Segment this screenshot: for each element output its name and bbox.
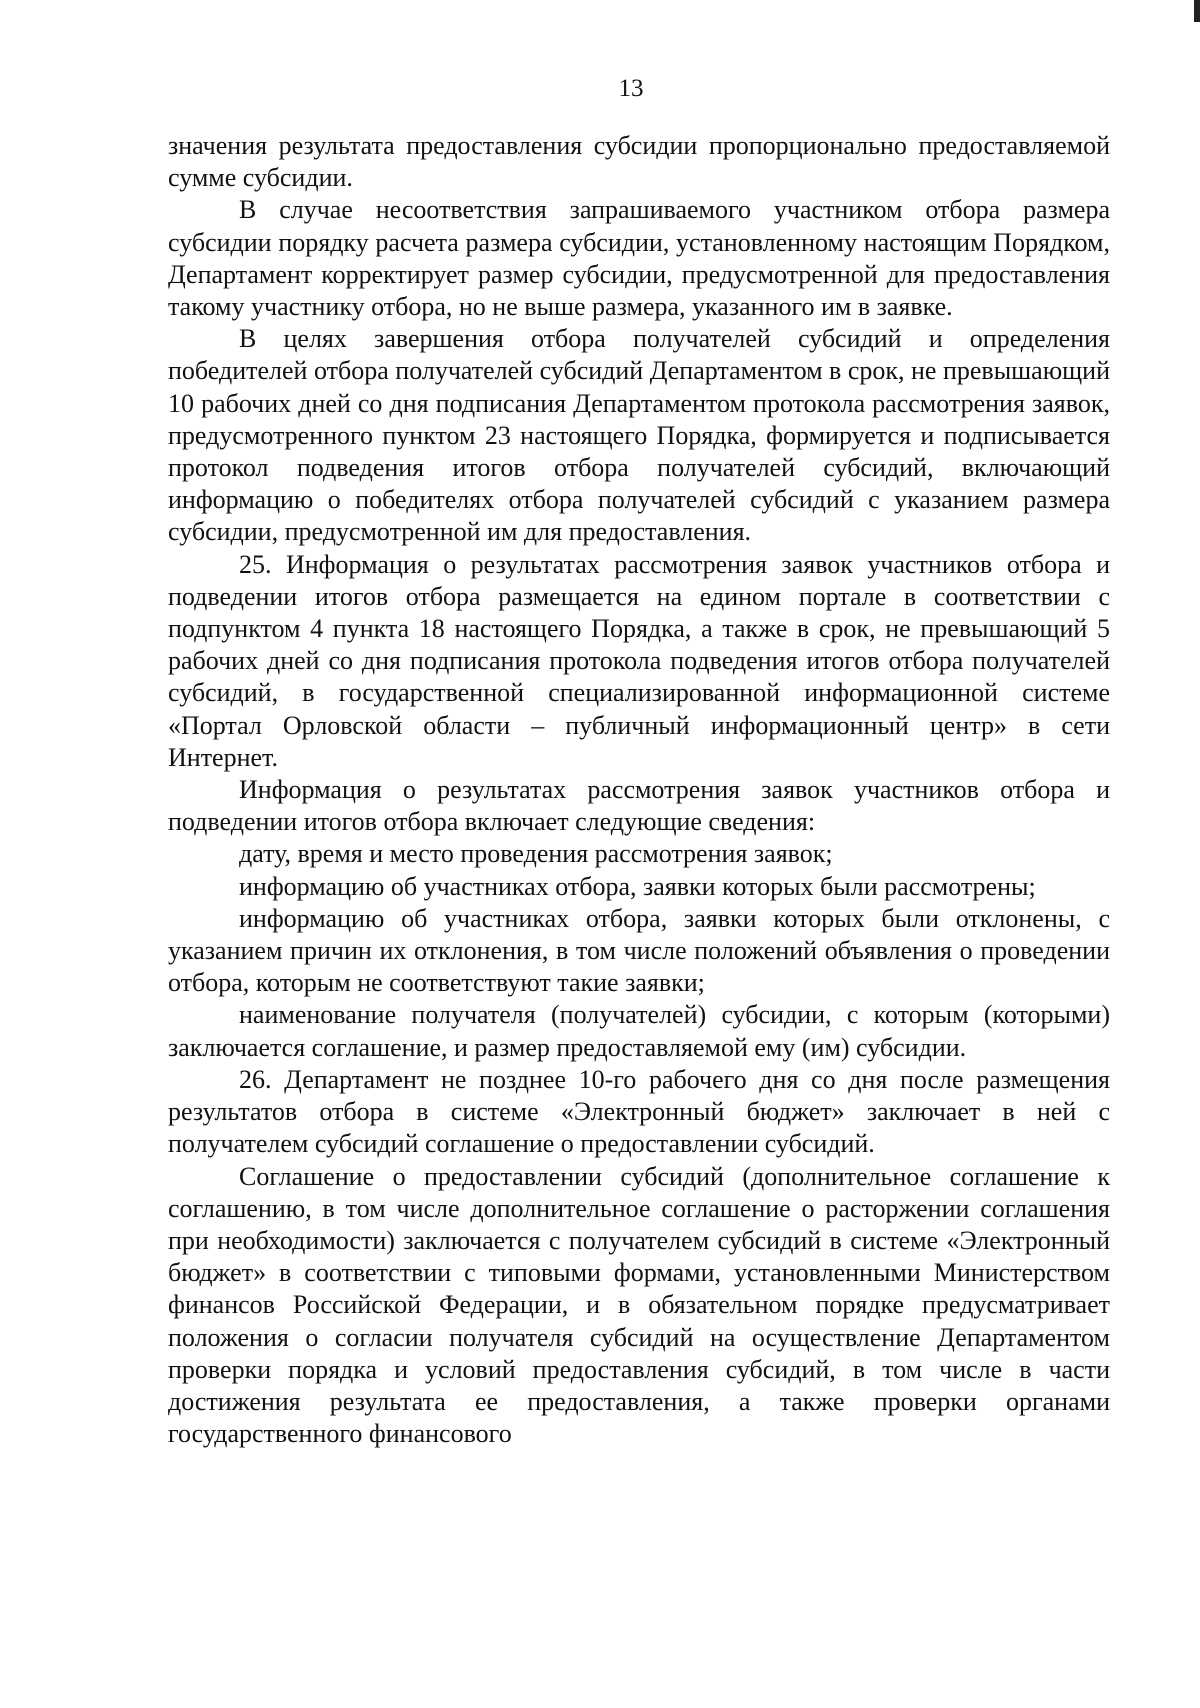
paragraph-info-contents: Информация о результатах рассмотрения заявок участников отбора и подведении итогов отбора включает следующие сведения:: [168, 775, 1110, 837]
list-item-reviewed-participants: информацию об участниках отбора, заявки которых были рассмотрены;: [239, 871, 1036, 901]
scan-edge-mark: [1194, 0, 1200, 22]
paragraph-agreement-terms: Соглашение о предоставлении субсидий (дополнительное соглашение к соглашению, в том числе дополнительное соглашение о расторжении соглашения при необходимости) заключается с получателем субсидий в системе «Электронный бюджет» в соответствии с типовыми формами, установленными Министерством финансов Российской Федерации, и в обязательном порядке предусматривает положения о согласии получателя субсидий на осуществление Департаментом проверки порядка и условий предоставления субсидий, в том числе в части достижения результата ее предоставления, а также проверки органами государственного финансового: [168, 1161, 1110, 1449]
paragraph-item-25: 25. Информация о результатах рассмотрения заявок участников отбора и подведении итогов отбора размещается на едином портале в соответствии с подпунктом 4 пункта 18 настоящего Порядка, а также в срок, не превышающий 5 рабочих дней со дня подписания протокола подведения итогов отбора получателей субсидий, в государственной специализированной информационной системе «Портал Орловской области – публичный информационный центр» в сети Интернет.: [168, 549, 1110, 772]
document-body: [168, 130, 1110, 1450]
list-item-rejected-participants: информацию об участниках отбора, заявки которых были отклонены, с указанием причин их отклонения, в том числе положений объявления о проведении отбора, которым не соответствуют такие заявки;: [168, 903, 1110, 998]
page-number: 13: [618, 75, 644, 102]
paragraph-selection-completion: В целях завершения отбора получателей субсидий и определения победителей отбора получателей субсидий Департаментом в срок, не превышающий 10 рабочих дней со дня подписания Департаментом протокола рассмотрения заявок, предусмотренного пунктом 23 настоящего Порядка, формируется и подписывается протокол подведения итогов отбора получателей субсидий, включающий информацию о победителях отбора получателей субсидий с указанием размера субсидии, предусмотренной им для предоставления.: [168, 324, 1110, 547]
list-item-date-time-place: дату, время и место проведения рассмотрения заявок;: [239, 839, 833, 869]
paragraph-item-26: 26. Департамент не позднее 10-го рабочего дня со дня после размещения результатов отбора в системе «Электронный бюджет» заключает в ней с получателем субсидий соглашение о предоставлении субсидий.: [168, 1064, 1110, 1159]
paragraph-continuation: значения результата предоставления субсидии пропорционально предоставляемой сумме субсидии.: [168, 131, 1110, 193]
list-item-recipient-name: наименование получателя (получателей) субсидии, с которым (которыми) заключается соглашение, и размер предоставляемой ему (им) субсидии.: [168, 1000, 1110, 1062]
paragraph-subsidy-size-mismatch: В случае несоответствия запрашиваемого участником отбора размера субсидии порядку расчета размера субсидии, установленному настоящим Порядком, Департамент корректирует размер субсидии, предусмотренной для предоставления такому участнику отбора, но не выше размера, указанного им в заявке.: [168, 195, 1110, 322]
